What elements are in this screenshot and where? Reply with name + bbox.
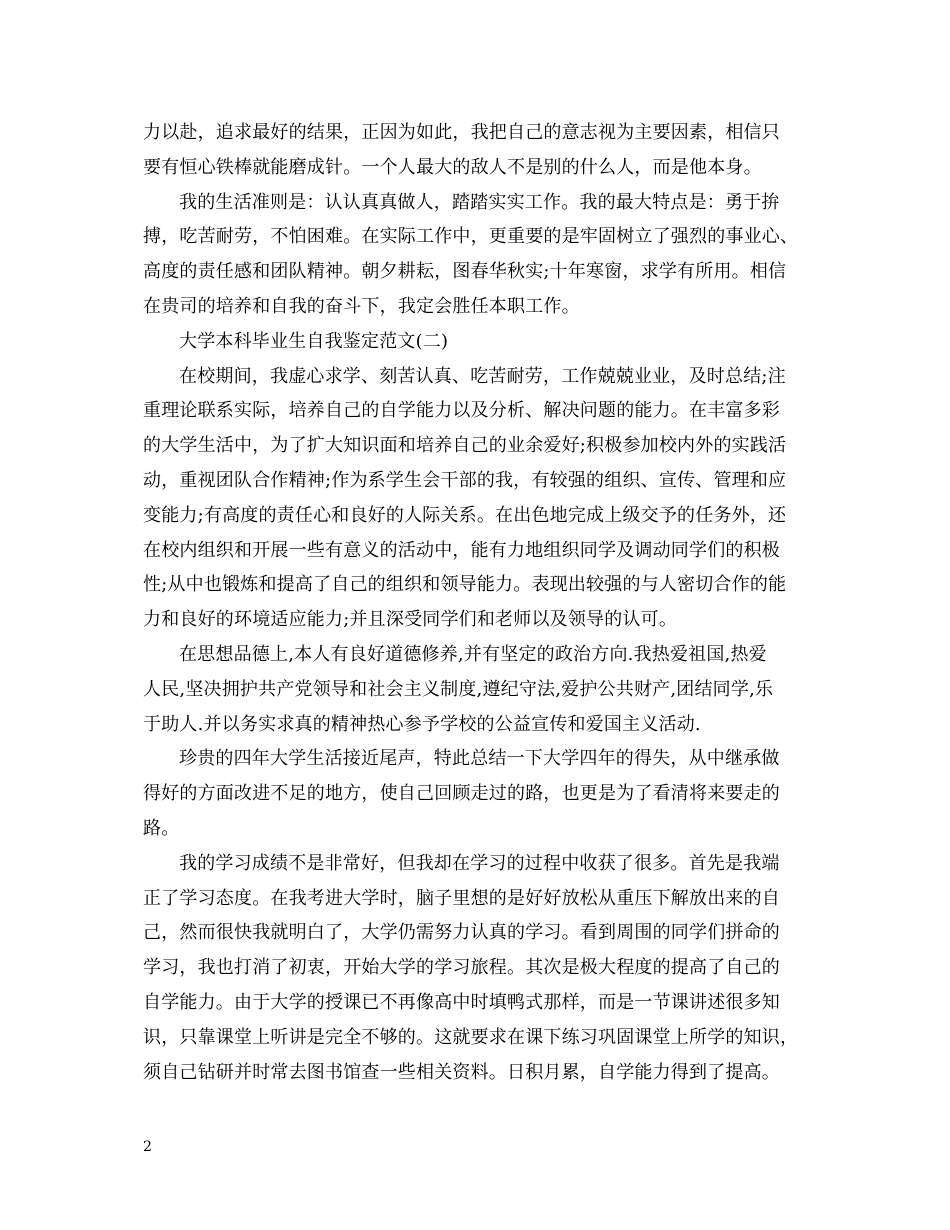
text-line: 重理论联系实际，培养自己的自学能力以及分析、解决问题的能力。在丰富多彩	[143, 400, 780, 422]
document-body	[143, 116, 809, 1090]
text-line: 于助人.并以务实求真的精神热心参予学校的公益宣传和爱国主义活动.	[143, 713, 701, 735]
text-line: 的大学生活中，为了扩大知识面和培养自己的业余爱好;积极参加校内外的实践活	[143, 435, 787, 457]
text-line: 在贵司的培养和自我的奋斗下，我定会胜任本职工作。	[143, 295, 580, 317]
text-line: 学习，我也打消了初衷，开始大学的学习旅程。其次是极大程度的提高了自己的	[143, 957, 780, 979]
text-line: 高度的责任感和团队精神。朝夕耕耘，图春华秋实;十年寒窗，求学有所用。相信	[143, 261, 787, 283]
text-line: 要有恒心铁棒就能磨成针。一个人最大的敌人不是别的什么人，而是他本身。	[143, 156, 762, 178]
text-line: 变能力;有高度的责任心和良好的人际关系。在出色地完成上级交予的任务外，还	[143, 504, 787, 526]
paragraph-start-line: 我的生活准则是：认认真真做人，踏踏实实工作。我的最大特点是：勇于拚	[179, 191, 780, 213]
text-line: 自学能力。由于大学的授课已不再像高中时填鸭式那样，而是一节课讲述很多知	[143, 991, 780, 1013]
text-line: 性;从中也锻炼和提高了自己的组织和领导能力。表现出较强的与人密切合作的能	[143, 574, 787, 596]
text-line: 识，只靠课堂上听讲是完全不够的。这就要求在课下练习巩固课堂上所学的知识，	[143, 1026, 799, 1048]
text-line: 路。	[143, 817, 180, 839]
text-line: 力和良好的环境适应能力;并且深受同学们和老师以及领导的认可。	[143, 609, 678, 631]
text-line: 须自己钻研并时常去图书馆查一些相关资料。日积月累，自学能力得到了提高。	[143, 1061, 780, 1083]
paragraph-start-line: 珍贵的四年大学生活接近尾声，特此总结一下大学四年的得失，从中继承做	[179, 748, 780, 770]
text-line: 在校内组织和开展一些有意义的活动中，能有力地组织同学及调动同学们的积极	[143, 539, 780, 561]
text-line: 己，然而很快我就明白了，大学仍需努力认真的学习。看到周围的同学们拼命的	[143, 922, 780, 944]
section-heading: 大学本科毕业生自我鉴定范文(二)	[179, 330, 449, 352]
paragraph-start-line: 我的学习成绩不是非常好，但我却在学习的过程中收获了很多。首先是我端	[179, 852, 780, 874]
text-line: 搏，吃苦耐劳，不怕困难。在实际工作中，更重要的是牢固树立了强烈的事业心、	[143, 226, 799, 248]
paragraph-start-line: 在思想品德上,本人有良好道德修养,并有坚定的政治方向.我热爱祖国,热爱	[179, 643, 767, 665]
text-line: 正了学习态度。在我考进大学时，脑子里想的是好好放松从重压下解放出来的自	[143, 887, 780, 909]
paragraph-start-line: 在校期间，我虚心求学、刻苦认真、吃苦耐劳，工作兢兢业业，及时总结;注	[179, 365, 786, 387]
text-line: 动，重视团队合作精神;作为系学生会干部的我，有较强的组织、宣传、管理和应	[143, 469, 787, 491]
text-line: 人民,坚决拥护共产党领导和社会主义制度,遵纪守法,爱护公共财产,团结同学,乐	[143, 678, 774, 700]
text-line: 得好的方面改进不足的地方，使自己回顾走过的路，也更是为了看清将来要走的	[143, 783, 780, 805]
text-line: 力以赴，追求最好的结果，正因为如此，我把自己的意志视为主要因素，相信只	[143, 122, 780, 143]
page-number: 2	[143, 1139, 152, 1155]
